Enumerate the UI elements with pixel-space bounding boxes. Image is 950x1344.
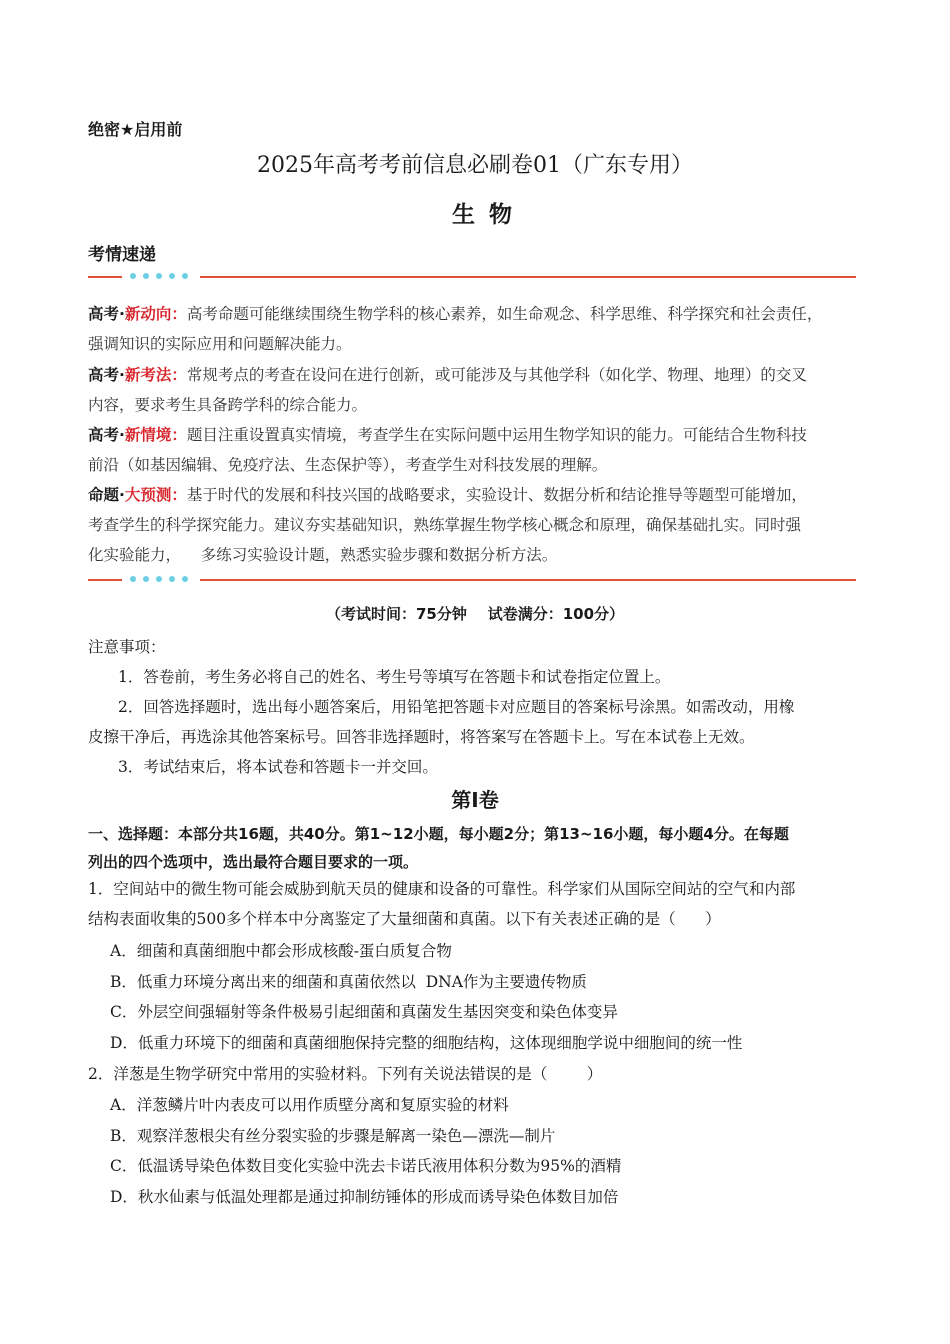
- question-2-stem: 2．洋葱是生物学研究中常用的实验材料。下列有关说法错误的是（ ）: [88, 1065, 603, 1083]
- exam-title: 2025年高考考前信息必刷卷01（广东专用）: [257, 153, 693, 178]
- divider-dots-icon: [130, 576, 194, 584]
- divider-bottom: [88, 574, 856, 586]
- overview-item-new-context: 高考·新情境：题目注重设置真实情境，考查学生在实际问题中运用生物学知识的能力。可能结合生物科技 前沿（如基因编辑、免疫疗法、生态保护等），考查学生对科技发展的理解。: [88, 426, 807, 474]
- question-1-stem-line2: 结构表面收集的500多个样本中分离鉴定了大量细菌和真菌。以下有关表述正确的是（ ）: [88, 910, 721, 928]
- question-2-option-b: B．观察洋葱根尖有丝分裂实验的步骤是解离一染色—漂洗—制片: [110, 1127, 556, 1145]
- part-instructions: 一、选择题：本部分共16题，共40分。第1~12小题，每小题2分；第13~16小题，每小题4分。在每题 列出的四个选项中，选出最符合题目要求的一项。: [88, 825, 789, 871]
- subject-title: 生物: [452, 202, 526, 228]
- question-1-option-d: D．低重力环境下的细菌和真菌细胞保持完整的细胞结构，这体现细胞学说中细胞间的统一性: [110, 1034, 743, 1052]
- question-2-option-d: D．秋水仙素与低温处理都是通过抑制纺锤体的形成而诱导染色体数目加倍: [110, 1188, 619, 1206]
- question-1-option-b: B．低重力环境分离出来的细菌和真菌依然以 DNA作为主要遗传物质: [110, 973, 587, 991]
- question-1-option-a: A．细菌和真菌细胞中都会形成核酸-蛋白质复合物: [110, 942, 452, 960]
- overview-item-new-method: 高考·新考法：常规考点的考查在设问在进行创新，或可能涉及与其他学科（如化学、物理、地理）的交叉 内容，要求考生具备跨学科的综合能力。: [88, 366, 807, 414]
- overview-heading: 考情速递: [88, 245, 156, 265]
- note-item-3: 3．考试结束后，将本试卷和答题卡一并交回。: [118, 758, 438, 776]
- note-item-2-line2: 皮擦干净后，再选涂其他答案标号。回答非选择题时，将答案写在答题卡上。写在本试卷上无效。: [88, 728, 755, 746]
- divider-top: [88, 271, 856, 283]
- question-1-option-c: C．外层空间强辐射等条件极易引起细菌和真菌发生基因突变和染色体变异: [110, 1003, 618, 1021]
- question-2-option-a: A．洋葱鳞片叶内表皮可以用作质壁分离和复原实验的材料: [110, 1096, 509, 1114]
- section-title: 第Ⅰ卷: [451, 788, 499, 812]
- confidential-label: 绝密★启用前: [88, 120, 183, 139]
- question-1-stem-line1: 1．空间站中的微生物可能会威胁到航天员的健康和设备的可靠性。科学家们从国际空间站的空气和内部: [88, 880, 796, 898]
- note-item-2-line1: 2．回答选择题时，选出每小题答案后，用铅笔把答题卡对应题目的答案标号涂黑。如需改动，用橡: [118, 698, 795, 716]
- overview-item-prediction: 命题·大预测：基于时代的发展和科技兴国的战略要求，实验设计、数据分析和结论推导等题型可能增加， 考查学生的科学探究能力。建议夯实基础知识，熟练掌握生物学核心概念和原理，确保基础扎实。同时强 化实验能力， 多练习实验设计题，熟悉实验步骤和数据分析方法。: [88, 486, 807, 564]
- overview-item-new-trend: 高考·新动向：高考命题可能继续围绕生物学科的核心素养，如生命观念、科学思维、科学探究和社会责任， 强调知识的实际应用和问题解决能力。: [88, 305, 823, 353]
- note-item-1: 1．答卷前，考生务必将自己的姓名、考生号等填写在答题卡和试卷指定位置上。: [118, 668, 671, 686]
- divider-dots-icon: [130, 273, 194, 281]
- notes-heading: 注意事项：: [88, 638, 166, 656]
- question-2-option-c: C．低温诱导染色体数目变化实验中洗去卡诺氏液用体积分数为95%的酒精: [110, 1157, 622, 1175]
- exam-time-info: （考试时间：75分钟 试卷满分：100分）: [325, 605, 625, 623]
